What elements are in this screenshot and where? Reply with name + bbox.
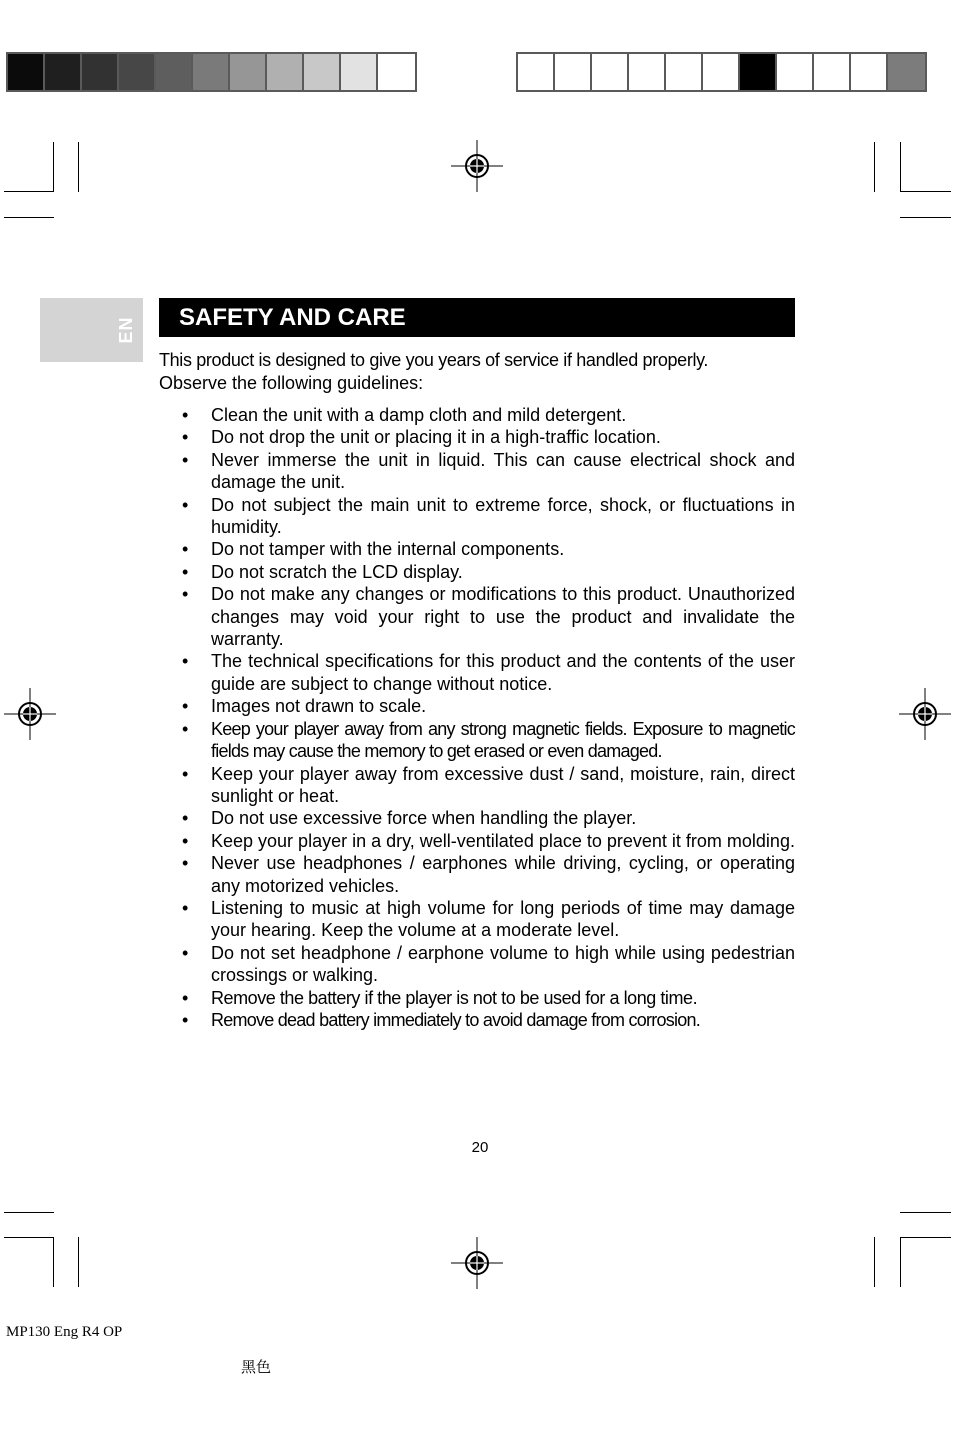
list-item	[159, 583, 795, 650]
list-item-text: Listening to music at high volume for long periods of time may damage your hearing. Keep the volume at a moderate level.	[211, 897, 795, 941]
intro-paragraph	[159, 349, 799, 394]
language-tab-label: EN	[116, 316, 136, 344]
calibration-swatch	[592, 54, 629, 90]
list-item	[159, 718, 795, 763]
bullet-icon: •	[182, 405, 189, 425]
list-item	[159, 449, 795, 494]
bullet-icon: •	[182, 853, 189, 874]
list-item-text: Keep your player away from excessive dust / sand, moisture, rain, direct sunlight or heat.	[211, 763, 795, 806]
calibration-swatch	[341, 54, 378, 90]
bullet-icon: •	[182, 830, 189, 851]
crop-mark	[4, 1212, 54, 1213]
bullet-icon: •	[182, 427, 189, 448]
calibration-swatch	[814, 54, 851, 90]
list-item-text: Do not drop the unit or placing it in a high-traffic location.	[211, 427, 661, 448]
calibration-swatch	[666, 54, 703, 90]
list-item	[159, 942, 795, 987]
list-item-text: Do not make any changes or modifications to this product. Unauthorized changes may void your right to use the product and invalidate the warranty.	[211, 584, 795, 650]
list-item-text: Do not subject the main unit to extreme force, shock, or fluctuations in humidity.	[211, 494, 795, 538]
calibration-swatch	[518, 54, 555, 90]
list-item-text: Do not scratch the LCD display.	[211, 561, 463, 582]
list-item	[159, 897, 795, 942]
list-item-text: Never immerse the unit in liquid. This can cause electrical shock and damage the unit.	[211, 449, 795, 493]
bullet-icon: •	[182, 449, 189, 470]
bullet-icon: •	[182, 987, 188, 1008]
list-item-text: Do not use excessive force when handling the player.	[211, 808, 637, 829]
print-color-label: 黑色	[241, 1358, 272, 1376]
list-item-text: The technical specifications for this product and the contents of the user guide are subject to change without notice.	[211, 651, 795, 694]
list-item	[159, 807, 795, 829]
list-item-text: Never use headphones / earphones while driving, cycling, or operating any motorized vehicles.	[211, 853, 795, 896]
bullet-icon: •	[182, 718, 188, 739]
crop-mark	[900, 1237, 901, 1287]
bullet-icon: •	[182, 1009, 188, 1030]
page-number: 20	[471, 1139, 489, 1156]
registration-mark-icon	[451, 1237, 503, 1289]
crop-mark	[900, 217, 951, 218]
list-item	[159, 426, 795, 448]
color-calibration-strip	[516, 52, 927, 92]
page-title: SAFETY AND CARE	[179, 304, 406, 331]
crop-mark	[900, 1237, 951, 1238]
list-item-text: Clean the unit with a damp cloth and mild detergent.	[211, 405, 627, 425]
calibration-swatch	[703, 54, 740, 90]
list-item	[159, 763, 795, 808]
list-item	[159, 650, 795, 695]
bullet-icon: •	[182, 897, 189, 918]
print-job-code: MP130 Eng R4 OP	[6, 1324, 123, 1340]
list-item	[159, 561, 795, 583]
list-item-text: Do not set headphone / earphone volume to high while using pedestrian crossings or walking.	[211, 942, 795, 986]
crop-mark	[4, 191, 54, 192]
bullet-icon: •	[182, 696, 189, 717]
list-item	[159, 695, 795, 717]
bullet-icon: •	[182, 651, 189, 672]
section-title-bar	[159, 298, 795, 337]
list-item-text: Do not tamper with the internal components.	[211, 539, 565, 560]
bullet-icon: •	[182, 494, 189, 515]
list-item-text: Keep your player in a dry, well-ventilated place to prevent it from molding.	[211, 830, 795, 851]
intro-line: This product is designed to give you years of service if handled properly.	[159, 350, 709, 370]
calibration-swatch	[851, 54, 888, 90]
list-item	[159, 1009, 795, 1031]
crop-mark	[53, 1237, 54, 1287]
calibration-swatch	[740, 54, 777, 90]
crop-mark	[53, 142, 54, 192]
list-item-text: Remove the battery if the player is not to be used for a long time.	[211, 987, 698, 1008]
intro-line: Observe the following guidelines:	[159, 372, 424, 393]
calibration-swatch	[777, 54, 814, 90]
calibration-swatch	[193, 54, 230, 90]
list-item	[159, 538, 795, 560]
calibration-swatch	[82, 54, 119, 90]
bullet-icon: •	[182, 539, 189, 560]
calibration-swatch	[119, 54, 156, 90]
calibration-swatch	[304, 54, 341, 90]
calibration-swatch	[267, 54, 304, 90]
crop-mark	[78, 1237, 79, 1287]
guidelines-list	[159, 404, 799, 1031]
bullet-icon: •	[182, 942, 189, 963]
calibration-swatch	[156, 54, 193, 90]
list-item	[159, 494, 795, 539]
list-item	[159, 830, 795, 852]
bullet-icon: •	[182, 584, 189, 605]
list-item-text: Remove dead battery immediately to avoid damage from corrosion.	[211, 1009, 701, 1030]
list-item	[159, 404, 795, 426]
grayscale-calibration-strip	[6, 52, 417, 92]
calibration-swatch	[555, 54, 592, 90]
list-item	[159, 987, 795, 1009]
registration-mark-icon	[899, 688, 951, 740]
calibration-swatch	[8, 54, 45, 90]
list-item-text: Images not drawn to scale.	[211, 696, 427, 717]
calibration-swatch	[230, 54, 267, 90]
registration-mark-icon	[451, 140, 503, 192]
crop-mark	[4, 1237, 54, 1238]
list-item	[159, 852, 795, 897]
bullet-icon: •	[182, 763, 189, 784]
bullet-icon: •	[182, 561, 189, 582]
crop-mark	[874, 142, 875, 192]
list-item-text: Keep your player away from any strong magnetic fields. Exposure to magnetic fields may cause the memory to get erased or even damaged.	[211, 718, 795, 762]
crop-mark	[900, 191, 951, 192]
crop-mark	[874, 1237, 875, 1287]
calibration-swatch	[888, 54, 925, 90]
crop-mark	[900, 142, 901, 192]
crop-mark	[900, 1212, 951, 1213]
crop-mark	[4, 217, 54, 218]
registration-mark-icon	[4, 688, 56, 740]
calibration-swatch	[45, 54, 82, 90]
crop-mark	[78, 142, 79, 192]
calibration-swatch	[629, 54, 666, 90]
calibration-swatch	[378, 54, 415, 90]
bullet-icon: •	[182, 808, 189, 829]
